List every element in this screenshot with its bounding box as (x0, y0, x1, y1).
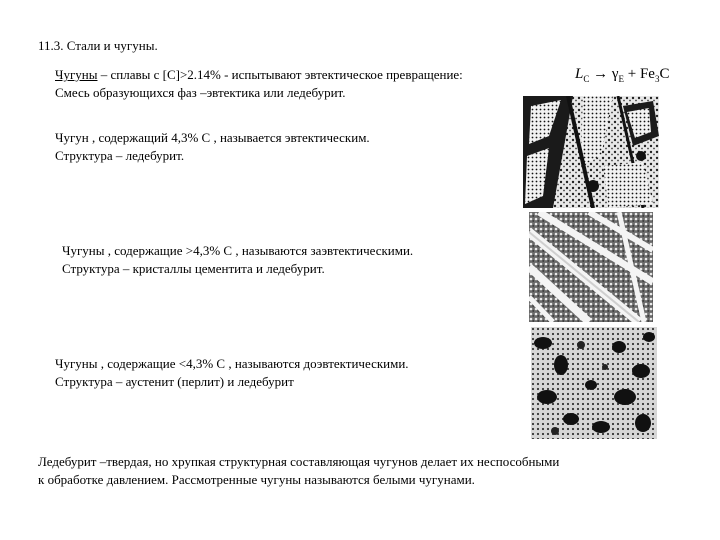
intro-line-1-rest: – сплавы с [C]>2.14% - испытывают эвтектическое превращение: (97, 67, 463, 82)
slide-title: 11.3. Стали и чугуны. (38, 38, 158, 53)
formula-fe-sub: 3 (654, 74, 660, 84)
intro-line-2: Смесь образующихся фаз –эвтектика или ледебурит. (55, 85, 346, 100)
micrograph-hypoeutectic (531, 327, 657, 439)
micrograph-eutectic-ledeburite (523, 96, 659, 208)
conclusion-line-2: к обработке давлением. Рассмотренные чугуны называются белыми чугунами. (38, 472, 475, 487)
formula-gamma: γ (611, 66, 619, 82)
formula-fe: Fe (639, 66, 655, 82)
intro-line-1 (55, 66, 463, 84)
eutectic-line-2: Структура – ледебурит. (55, 148, 185, 163)
hypereutectic-text (62, 242, 413, 278)
eutectic-line-1: Чугун , содержащий 4,3% С , называется эвтектическим. (55, 130, 370, 145)
hypoeutectic-line-2: Структура – аустенит (перлит) и ледебурит (55, 374, 294, 389)
hypereutectic-line-1: Чугуны , содержащие >4,3% С , называются заэвтектическими. (62, 243, 414, 258)
eutectic-reaction-formula (575, 66, 669, 84)
intro-term: Чугуны (55, 67, 98, 82)
formula-c: C (659, 66, 670, 82)
hypereutectic-line-2: Структура – кристаллы цементита и ледебурит. (62, 261, 325, 276)
conclusion-text (38, 453, 559, 489)
eutectic-text (55, 129, 370, 165)
hypoeutectic-text (55, 355, 409, 391)
micrograph-hypereutectic (529, 212, 653, 322)
intro-text (55, 66, 463, 102)
formula-liquid: L (575, 66, 584, 82)
formula-plus: + (627, 66, 637, 82)
formula-liquid-sub: C (583, 74, 590, 84)
hypoeutectic-line-1: Чугуны , содержащие <4,3% С , называются доэвтектическими. (55, 356, 409, 371)
conclusion-line-1: Ледебурит –твердая, но хрупкая структурная составляющая чугунов делает их неспособными (38, 454, 560, 469)
formula-arrow: → (593, 66, 609, 82)
formula-gamma-sub: E (618, 74, 624, 84)
